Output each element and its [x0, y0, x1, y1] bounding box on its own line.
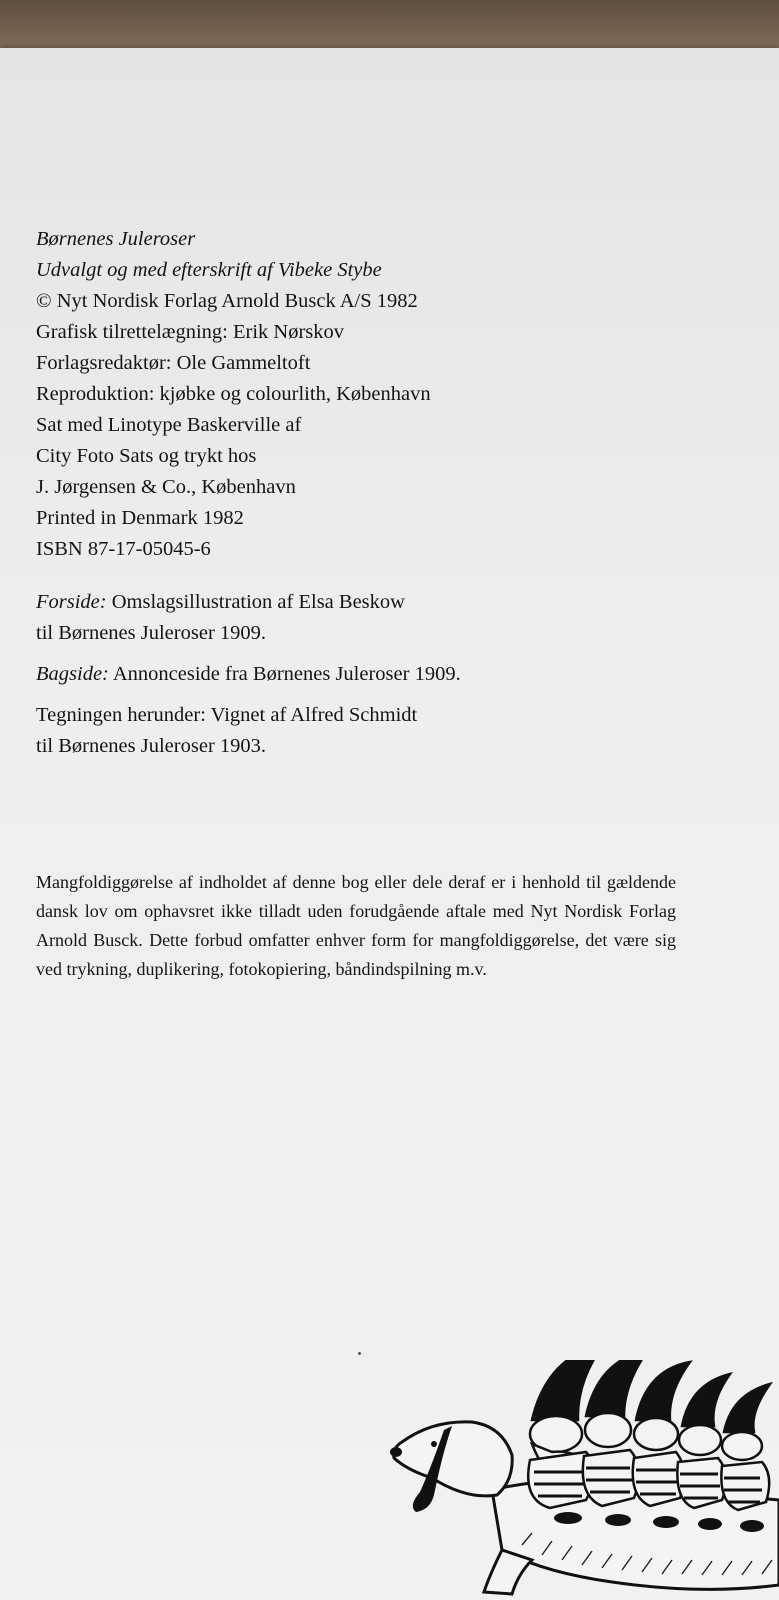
copyright-notice: Mangfoldiggørelse af indholdet af denne bog eller dele deraf er i henhold til gældende dansk lov om ophavsret ikke tilladt uden forudgående aftale med Nyt Nordisk Forlag Arnold Busck. Dette forbud omfatter enhver form for mangfoldiggørelse, det være sig ved trykning, duplikering, fotokopiering, båndindspilning m.v.	[36, 872, 676, 979]
isbn-line: ISBN 87-17-05045-6	[36, 538, 211, 560]
typeset-line-2: City Foto Sats og trykt hos	[36, 445, 257, 467]
book-title: Børnenes Juleroser	[36, 228, 196, 250]
colophon-block	[36, 224, 736, 762]
book-subtitle: Udvalgt og med efterskrift af Vibeke Stybe	[36, 259, 382, 281]
gnomes-riding-dachshund-illustration	[372, 1360, 779, 1600]
drawing-credit	[36, 700, 736, 762]
printed-line: Printed in Denmark 1982	[36, 507, 244, 529]
front-text-1: Omslagsillustration af Elsa Beskow	[111, 591, 405, 613]
copyright-line: © Nyt Nordisk Forlag Arnold Busck A/S 1982	[36, 290, 418, 312]
back-label: Bagside:	[36, 663, 109, 685]
typeset-line-1: Sat med Linotype Baskerville af	[36, 414, 302, 436]
back-text: Annonceside fra Børnenes Juleroser 1909.	[112, 663, 461, 685]
back-cover-credit	[36, 659, 736, 690]
front-cover-credit	[36, 587, 736, 649]
design-credit: Grafisk tilrettelægning: Erik Nørskov	[36, 321, 345, 343]
paper-speck	[358, 1352, 361, 1355]
front-text-2: til Børnenes Juleroser 1909.	[36, 622, 267, 644]
editor-credit: Forlagsredaktør: Ole Gammeltoft	[36, 352, 311, 374]
drawing-text-2: til Børnenes Juleroser 1903.	[36, 735, 267, 757]
front-label: Forside:	[36, 591, 107, 613]
typeset-line-3: J. Jørgensen & Co., København	[36, 476, 296, 498]
drawing-text-1: Tegningen herunder: Vignet af Alfred Schmidt	[36, 704, 418, 726]
reproduction-credit: Reproduktion: kjøbke og colourlith, København	[36, 383, 431, 405]
